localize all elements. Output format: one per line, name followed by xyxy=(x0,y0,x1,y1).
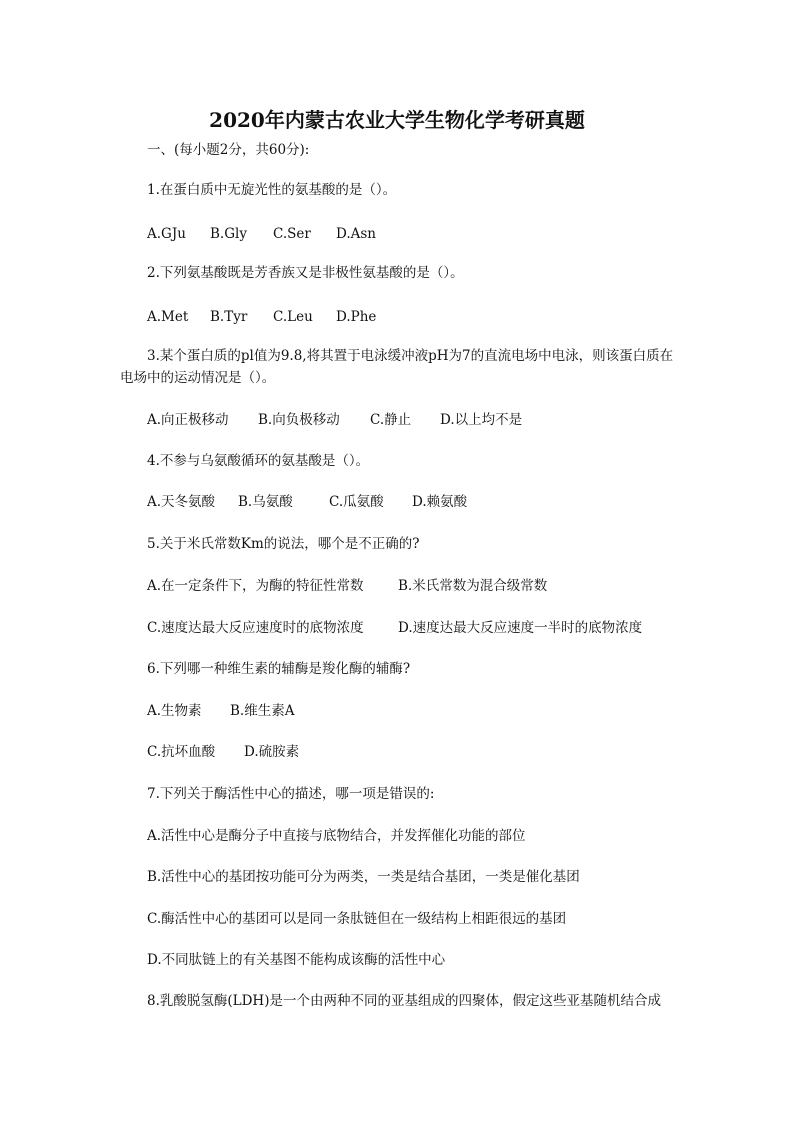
option-a: A.天冬氨酸 xyxy=(147,494,216,510)
question-1-options xyxy=(147,225,376,243)
option-c: C.速度达最大反应速度时的底物浓度 xyxy=(147,620,364,636)
question-5: 5.关于米氏常数Km的说法，哪个是不正确的? xyxy=(147,536,420,552)
option-a: A.GJu xyxy=(147,226,186,242)
question-7-option-a: A.活性中心是酶分子中直接与底物结合，并发挥催化功能的部位 xyxy=(147,828,526,844)
option-a: A.向正极移动 xyxy=(147,412,229,428)
question-2-options xyxy=(147,308,376,326)
question-7-option-b: B.活性中心的基团按功能可分为两类，一类是结合基团，一类是催化基团 xyxy=(147,869,580,885)
question-1: 1.在蛋白质中无旋光性的氨基酸的是（）。 xyxy=(147,182,397,198)
option-d: D.速度达最大反应速度一半时的底物浓度 xyxy=(398,620,643,636)
option-a: A.生物素 xyxy=(147,703,202,719)
option-b: B.Tyr xyxy=(210,309,248,325)
option-c: C.Ser xyxy=(273,226,311,242)
question-7: 7.下列关于酶活性中心的描述，哪一项是错误的: xyxy=(147,786,435,802)
section-heading: 一、(每小题2分，共60分): xyxy=(147,142,310,158)
option-b: B.向负极移动 xyxy=(258,412,340,428)
question-8: 8.乳酸脱氢酶(LDH)是一个由两种不同的亚基组成的四聚体，假定这些亚基随机结合成 xyxy=(147,993,661,1009)
question-5-options-row-1 xyxy=(147,577,547,595)
question-5-options-row-2 xyxy=(147,619,642,637)
question-6-options-row-1 xyxy=(147,702,294,720)
question-4-options xyxy=(147,493,467,511)
option-d: D.赖氨酸 xyxy=(412,494,468,510)
option-a: A.Met xyxy=(147,309,189,325)
question-6: 6.下列哪一种维生素的辅酶是羧化酶的辅酶? xyxy=(147,661,411,677)
option-a: A.在一定条件下，为酶的特征性常数 xyxy=(147,578,364,594)
option-b: B.Gly xyxy=(210,226,247,242)
option-c: C.瓜氨酸 xyxy=(329,494,384,510)
page-title: 2020年内蒙古农业大学生物化学考研真题 xyxy=(209,108,585,132)
option-c: C.静止 xyxy=(370,412,412,428)
question-6-options-row-2 xyxy=(147,743,299,761)
option-d: D.硫胺素 xyxy=(244,744,300,760)
option-b: B.米氏常数为混合级常数 xyxy=(398,578,548,594)
question-4: 4.不参与乌氨酸循环的氨基酸是（）。 xyxy=(147,453,370,469)
question-3: 3.某个蛋白质的pl值为9.8,将其置于电泳缓冲液pH为7的直流电场中电泳，则该蛋白质在电场中的运动情况是（）。 xyxy=(120,348,674,386)
option-d: D.以上均不是 xyxy=(440,412,523,428)
option-d: D.Phe xyxy=(336,309,377,325)
question-7-option-c: C.酶活性中心的基团可以是同一条肽链但在一级结构上相距很远的基团 xyxy=(147,911,567,927)
question-2: 2.下列氨基酸既是芳香族又是非极性氨基酸的是（）。 xyxy=(147,265,464,281)
option-b: B.维生素A xyxy=(230,703,295,719)
question-3-options xyxy=(147,411,522,429)
option-c: C.Leu xyxy=(273,309,313,325)
question-7-option-d: D.不同肽链上的有关基图不能构成该酶的活性中心 xyxy=(147,952,446,968)
option-c: C.抗坏血酸 xyxy=(147,744,216,760)
option-b: B.乌氨酸 xyxy=(238,494,293,510)
option-d: D.Asn xyxy=(336,226,377,242)
